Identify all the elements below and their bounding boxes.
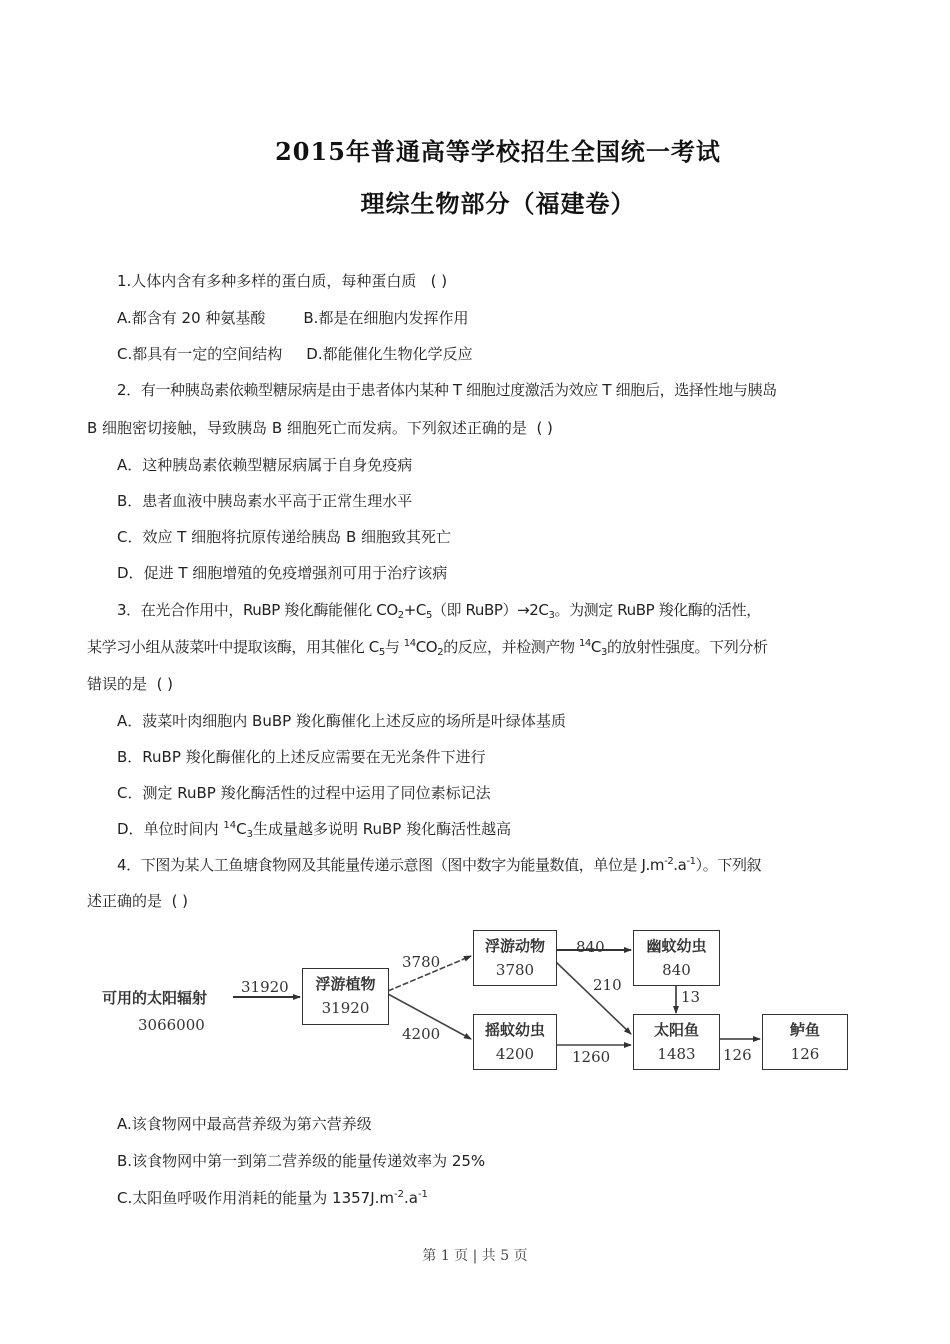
edge-label-phyto-zoo: 3780 xyxy=(402,953,441,971)
q1-option-d: D.都能催化生物化学反应 xyxy=(306,345,473,363)
node-chaoborus-larvae: 幽蚊幼虫 840 xyxy=(633,930,720,986)
q1-option-c: C.都具有一定的空间结构 xyxy=(117,345,283,363)
exam-title: 2015年普通高等学校招生全国统一考试 xyxy=(275,137,721,166)
question-3-stem-line3: 错误的是 ( ) xyxy=(87,675,174,693)
page-number: 第 1 页 | 共 5 页 xyxy=(422,1248,528,1264)
q3-option-a: A．菠菜叶肉细胞内 BuBP 羧化酶催化上述反应的场所是叶绿体基质 xyxy=(117,712,566,730)
node-phytoplankton: 浮游植物 31920 xyxy=(302,968,389,1025)
question-1-stem: 1.人体内含有多种多样的蛋白质，每种蛋白质 ( ) xyxy=(117,272,448,290)
edge-label-phyto-chironomid: 4200 xyxy=(402,1025,441,1043)
edge-label-zoo-sunfish: 210 xyxy=(593,976,622,994)
q1-option-b: B.都是在细胞内发挥作用 xyxy=(303,309,469,327)
question-3-stem-line2: 某学习小组从菠菜叶中提取该酶，用其催化 $C_5$与 $^{14}CO_2$的反应，并检测产物 $^{14}C_3$的放射性强度。下列分析 xyxy=(87,638,768,658)
q2-option-d: D．促进 T 细胞增殖的免疫增强剂可用于治疗该病 xyxy=(117,564,448,582)
question-4-stem-line2: 述正确的是 ( ) xyxy=(87,892,189,910)
question-2-stem-line2: B 细胞密切接触，导致胰岛 B 细胞死亡而发病。下列叙述正确的是 ( ) xyxy=(87,419,553,437)
q2-option-b: B．患者血液中胰岛素水平高于正常生理水平 xyxy=(117,492,413,510)
node-sunfish: 太阳鱼 1483 xyxy=(633,1014,720,1070)
q4-option-c: C.太阳鱼呼吸作用消耗的能量为 $1357J.m^{-2}.a^{-1}$ xyxy=(117,1189,428,1207)
q3-option-c: C．测定 RuBP 羧化酶活性的过程中运用了同位素标记法 xyxy=(117,784,491,802)
edge-label-zoo-chaoborus: 840 xyxy=(576,938,605,956)
question-4-stem-line1: 4．下图为某人工鱼塘食物网及其能量传递示意图（图中数字为能量数值，单位是 $J.m^{-2}.a^{-1}$）。下列叙 xyxy=(117,856,762,874)
food-web-diagram xyxy=(90,920,860,1080)
q3-option-b: B．RuBP 羧化酶催化的上述反应需要在无光条件下进行 xyxy=(117,748,486,766)
question-3-stem-line1: 3．在光合作用中，RuBP 羧化酶能催化 $CO_2+C_5$（即 $RuBP)\to 2C_3$。为测定 RuBP 羧化酶的活性， xyxy=(117,601,761,621)
node-zooplankton: 浮游动物 3780 xyxy=(473,930,557,986)
edge-label-chironomid-sunfish: 1260 xyxy=(572,1048,611,1066)
q1-option-a: A.都含有 20 种氨基酸 xyxy=(117,309,266,327)
q4-option-a: A.该食物网中最高营养级为第六营养级 xyxy=(117,1115,372,1133)
edge-label-sunfish-perch: 126 xyxy=(723,1046,752,1064)
edge-label-chaoborus-sunfish: 13 xyxy=(681,988,701,1006)
q4-option-b: B.该食物网中第一到第二营养级的能量传递效率为 25% xyxy=(117,1152,486,1170)
q2-option-a: A．这种胰岛素依赖型糖尿病属于自身免疫病 xyxy=(117,456,413,474)
node-perch: 鲈鱼 126 xyxy=(762,1014,848,1070)
q3-option-d: D．单位时间内 $^{14}C_3$生成量越多说明 RuBP 羧化酶活性越高 xyxy=(117,820,512,840)
question-1-options-row2 xyxy=(117,344,473,364)
solar-radiation-value: 3066000 xyxy=(138,1016,205,1034)
solar-radiation-label: 可用的太阳辐射 xyxy=(102,989,208,1007)
question-2-stem-line1: 2．有一种胰岛素依赖型糖尿病是由于患者体内某种 T 细胞过度激活为效应 T 细胞后，选择性地与胰岛 xyxy=(117,381,777,399)
exam-subtitle: 理综生物部分（福建卷） xyxy=(360,189,636,218)
edge-label-source-phyto: 31920 xyxy=(241,978,289,996)
q2-option-c: C．效应 T 细胞将抗原传递给胰岛 B 细胞致其死亡 xyxy=(117,528,452,546)
question-1-options-row1 xyxy=(117,308,468,328)
node-chironomid-larvae: 摇蚊幼虫 4200 xyxy=(473,1014,557,1070)
